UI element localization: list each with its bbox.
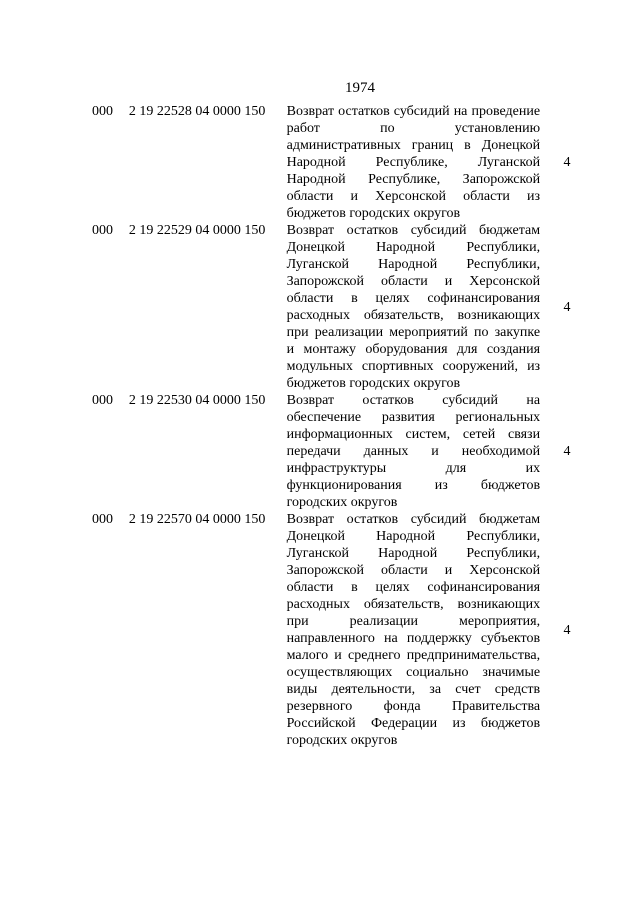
budget-code-cell: 2 19 22529 04 0000 150 xyxy=(128,223,266,238)
income-name-cell: Возврат остатков субсидий бюджетам Донецкой Народной Республики, Луганской Народной Республики, Запорожской области и Херсонской области в целях софинансирования расходных обязательств, возникающих при реализации мероприятия, направленного на поддержку субъектов малого и среднего предпринимательства, осуществляющих социально значимые виды деятельности, за счет средств резервного фонда Правительства Российской Федерации из бюджетов городских округов xyxy=(286,512,541,748)
income-name-cell: Возврат остатков субсидий на проведение работ по установлению административных границ в Донецкой Народной Республике, Луганской Народной Республике, Запорожской области и Херсонской области из бюджетов городских округов xyxy=(286,104,541,221)
reference-cell: 4 xyxy=(563,444,571,459)
reference-cell: 4 xyxy=(563,299,571,315)
table-row xyxy=(92,103,592,222)
budget-code-cell: 2 19 22530 04 0000 150 xyxy=(128,393,266,408)
table-row xyxy=(92,222,592,392)
income-name-cell: Возврат остатков субсидий на обеспечение развития региональных информационных систем, сетей связи передачи данных и необходимой инфраструктуры для их функционирования из бюджетов городских округов xyxy=(286,393,541,510)
budget-code-cell: 2 19 22570 04 0000 150 xyxy=(128,512,266,527)
income-name-cell: Возврат остатков субсидий бюджетам Донецкой Народной Республики, Луганской Народной Республики, Запорожской области и Херсонской области в целях софинансирования расходных обязательств, возникающих при реализации мероприятий по закупке и монтажу оборудования для создания модульных спортивных сооружений, из бюджетов городских округов xyxy=(286,223,541,391)
reference-cell: 4 xyxy=(563,155,571,170)
admin-code-cell: 000 xyxy=(92,223,113,238)
admin-code-cell: 000 xyxy=(92,104,113,119)
table-row xyxy=(92,392,592,511)
admin-code-cell: 000 xyxy=(92,512,113,527)
reference-cell: 4 xyxy=(563,622,571,638)
admin-code-cell: 000 xyxy=(92,393,113,408)
table-row xyxy=(92,511,592,749)
budget-code-cell: 2 19 22528 04 0000 150 xyxy=(128,104,266,119)
budget-codes-table xyxy=(92,103,592,749)
page-number: 1974 xyxy=(345,80,375,96)
